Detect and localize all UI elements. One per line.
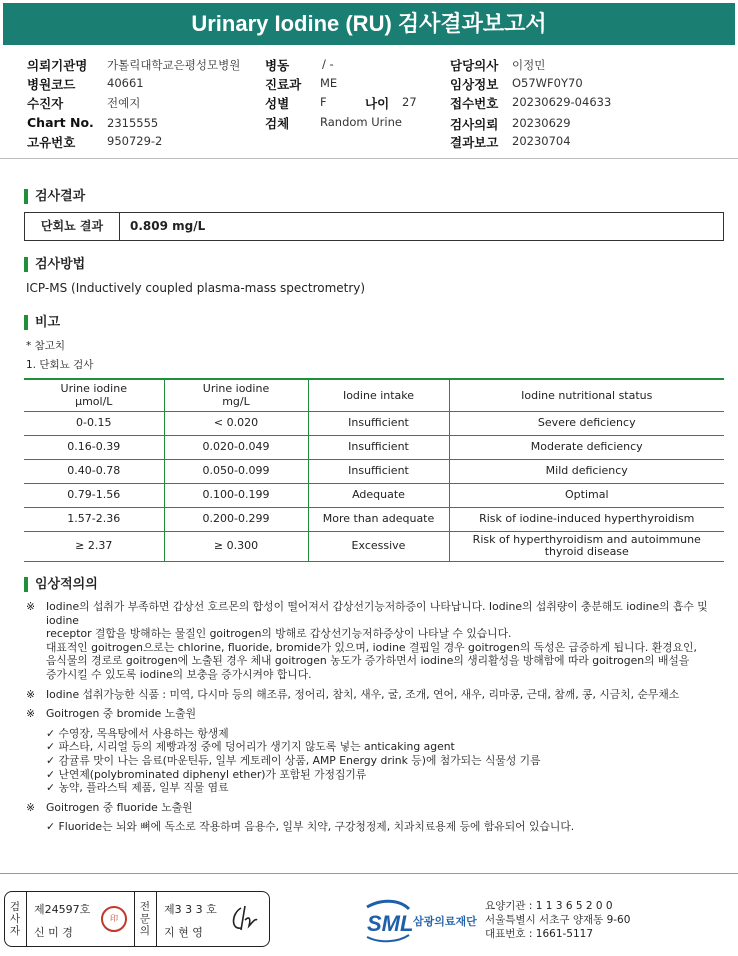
text-line: receptor 결합을 방해하는 물질인 goitrogen의 방해로 갑상선기능저하증상이 나타날 수 있습니다.	[46, 627, 512, 641]
cell: Moderate deficiency	[449, 435, 724, 459]
unique-label: 고유번호	[27, 135, 76, 150]
signer-label-1	[5, 892, 27, 946]
list-item: ✓ 농약, 플라스틱 제품, 일부 직물 염료	[46, 781, 229, 795]
text-line: 대표적인 goitrogen으로는 chlorine, fluoride, bromide가 있으며, iodine 결핍일 경우 goitrogen의 독성은 급증하게 됩니다. 환경요인,	[46, 640, 697, 654]
cell: Insufficient	[308, 459, 449, 483]
text-line: 증가시킬 수 있도록 iodine의 보충을 증가시켜야 합니다.	[46, 667, 312, 681]
report-date-value: 20230704	[512, 134, 571, 148]
info-divider	[0, 158, 738, 159]
table-row	[24, 411, 724, 435]
inst-value: 가톨릭대학교은평성모병원	[107, 58, 241, 72]
fluoride-source-list	[26, 820, 726, 834]
text-line: 문	[139, 913, 151, 925]
reference-mark-icon: ※	[26, 687, 36, 701]
hosp-code-label: 병원코드	[27, 77, 76, 92]
clinical-paragraph-3	[26, 707, 726, 721]
check-icon: ✓	[46, 767, 56, 781]
doctor-value: 이정민	[512, 58, 546, 72]
cell: 0.020-0.049	[164, 435, 308, 459]
seal-stamp-icon: 印	[101, 906, 127, 932]
organization-info	[485, 899, 630, 941]
org-code: 요양기관 : 1 1 3 6 5 2 0 0	[485, 900, 613, 912]
footer-divider	[0, 873, 738, 874]
cell: Risk of iodine-induced hyperthyroidism	[449, 507, 724, 531]
cell: Optimal	[449, 483, 724, 507]
table-row	[24, 507, 724, 531]
method-section-title: 검사방법	[24, 257, 85, 272]
reference-mark-icon: ※	[26, 707, 36, 721]
list-item: ✓ 난연제(polybrominated diphenyl ether)가 포함된 가정집기류	[46, 767, 367, 781]
col-header-mgl: Urine iodine mg/L	[164, 379, 308, 411]
list-item: ✓ 파스타, 시리얼 등의 제빵과정 중에 덩어리가 생기지 않도록 넣는 anticaking agent	[46, 740, 455, 754]
signer-2	[157, 892, 269, 946]
cell: 0.200-0.299	[164, 507, 308, 531]
report-date-label: 결과보고	[450, 135, 499, 150]
clinical-paragraph-4	[26, 801, 726, 815]
reference-mark-icon: ※	[26, 600, 36, 613]
result-box	[24, 212, 724, 241]
bromide-source-list	[26, 727, 726, 795]
cell: Adequate	[308, 483, 449, 507]
clinical-paragraph-2	[26, 688, 726, 702]
text-line: Iodine의 섭취가 부족하면 갑상선 호르몬의 합성이 떨어져서 갑상선기능저하증이 나타납니다. Iodine의 섭취량이 충분해도 iodine의 흡수 및 iodine	[46, 600, 708, 627]
text-line: Iodine 섭취가능한 식품 : 미역, 다시마 등의 해조류, 정어리, 참치, 새우, 굴, 조개, 연어, 새우, 리마콩, 근대, 참깨, 콩, 시금치, 순무채소	[46, 687, 680, 701]
result-value: 0.809 mg/L	[130, 219, 206, 233]
organization-logo	[365, 897, 487, 943]
text-line: Goitrogen 중 fluoride 노출원	[46, 800, 193, 814]
check-icon: ✓	[46, 820, 56, 834]
clinical-section-title: 임상적의의	[24, 577, 98, 592]
cell: 0.050-0.099	[164, 459, 308, 483]
request-value: 20230629	[512, 116, 571, 130]
sex-value: F	[320, 95, 327, 109]
cell: Mild deficiency	[449, 459, 724, 483]
reference-table	[24, 378, 724, 562]
check-icon: ✓	[46, 740, 56, 754]
org-phone: 대표번호 : 1661-5117	[485, 928, 594, 940]
signer-2-name: 지 현 영	[164, 926, 203, 939]
dept-label: 진료과	[265, 77, 302, 92]
cell: 0-0.15	[24, 411, 164, 435]
chart-label: Chart No.	[27, 115, 94, 130]
cell: Insufficient	[308, 435, 449, 459]
report-title: Urinary Iodine (RU) 검사결과보고서	[3, 3, 735, 45]
col-header-intake: Iodine intake	[308, 379, 449, 411]
text-line: 음식물의 경로로 goitrogen에 노출된 경우 체내 goitrogen 농도가 증가하면서 iodine의 생리활성을 방해함에 따라 goitrogen의 배설을	[46, 654, 690, 668]
hosp-code-value: 40661	[107, 76, 144, 90]
signer-1-license: 제24597호	[34, 903, 91, 916]
signer-1	[27, 892, 135, 946]
receiver-label: 수진자	[27, 96, 64, 111]
request-label: 검사의뢰	[450, 117, 499, 132]
note-section-title: 비고	[24, 315, 60, 330]
org-address: 서울특별시 서초구 양재동 9-60	[485, 914, 631, 926]
unique-value: 950729-2	[107, 134, 163, 148]
specimen-value: Random Urine	[320, 115, 402, 129]
organization-name: 삼광의료재단	[413, 915, 477, 928]
result-label: 단회뇨 결과	[25, 213, 120, 240]
text-line: 전	[139, 901, 151, 913]
cell: Risk of hyperthyroidism and autoimmune thyroid disease	[449, 531, 724, 561]
cell: 0.16-0.39	[24, 435, 164, 459]
text-line: 의	[139, 925, 151, 937]
cell: Excessive	[308, 531, 449, 561]
clinical-paragraph-1	[26, 600, 726, 682]
method-text: ICP-MS (Inductively coupled plasma-mass spectrometry)	[26, 281, 366, 295]
table-row	[24, 531, 724, 561]
text-line: 자	[9, 925, 21, 937]
col-header-status: Iodine nutritional status	[449, 379, 724, 411]
check-icon: ✓	[46, 781, 56, 795]
table-row	[24, 483, 724, 507]
cell: More than adequate	[308, 507, 449, 531]
specimen-label: 검체	[265, 116, 290, 131]
cell: Severe deficiency	[449, 411, 724, 435]
doctor-label: 담당의사	[450, 58, 499, 73]
list-item: ✓ Fluoride는 뇌와 뼈에 독소로 작용하며 음용수, 일부 치약, 구강청정제, 치과치료용제 등에 함유되어 있습니다.	[46, 820, 575, 834]
logo-text: SML	[367, 911, 414, 936]
cell: 0.79-1.56	[24, 483, 164, 507]
signer-label-2	[135, 892, 157, 946]
list-item: ✓ 감귤류 맛이 나는 음료(마운틴듀, 일부 게토레이 상품, AMP Energy drink 등)에 첨가되는 식물성 기름	[46, 753, 541, 767]
list-item: ✓ 수영장, 목욕탕에서 사용하는 항생제	[46, 726, 229, 740]
table-row	[24, 459, 724, 483]
cell: 0.100-0.199	[164, 483, 308, 507]
signature-box	[4, 891, 270, 947]
ward-value: / -	[322, 57, 334, 71]
col-header-umol: Urine iodine μmol/L	[24, 379, 164, 411]
inst-label: 의뢰기관명	[27, 58, 88, 73]
reference-mark-icon: ※	[26, 800, 36, 814]
ref-label: * 참고치	[26, 340, 66, 352]
cell: 0.40-0.78	[24, 459, 164, 483]
table-header-row	[24, 379, 724, 411]
text-line: 사	[9, 913, 21, 925]
clinical-text	[26, 600, 726, 834]
receiver-value: 전예지	[107, 96, 141, 110]
accession-label: 접수번호	[450, 96, 499, 111]
sub-label: 1. 단회뇨 검사	[26, 359, 94, 371]
handwritten-signature-icon	[227, 902, 261, 936]
sex-label: 성별	[265, 96, 290, 111]
cell: 1.57-2.36	[24, 507, 164, 531]
check-icon: ✓	[46, 726, 56, 740]
accession-value: 20230629-04633	[512, 95, 612, 109]
cell: Insufficient	[308, 411, 449, 435]
clinical-value: O57WF0Y70	[512, 76, 583, 90]
chart-value: 2315555	[107, 116, 159, 130]
cell: ≥ 2.37	[24, 531, 164, 561]
signer-2-license: 제3 3 3 호	[164, 903, 217, 916]
clinical-label: 임상정보	[450, 77, 499, 92]
signer-1-name: 신 미 경	[34, 926, 73, 939]
ward-label: 병동	[265, 58, 290, 73]
cell: < 0.020	[164, 411, 308, 435]
text-line: Goitrogen 중 bromide 노출원	[46, 707, 197, 721]
text-line: 검	[9, 901, 21, 913]
age-label: 나이	[365, 96, 390, 111]
check-icon: ✓	[46, 753, 56, 767]
age-value: 27	[402, 95, 417, 109]
dept-value: ME	[320, 76, 338, 90]
cell: ≥ 0.300	[164, 531, 308, 561]
table-row	[24, 435, 724, 459]
result-section-title: 검사결과	[24, 189, 85, 204]
